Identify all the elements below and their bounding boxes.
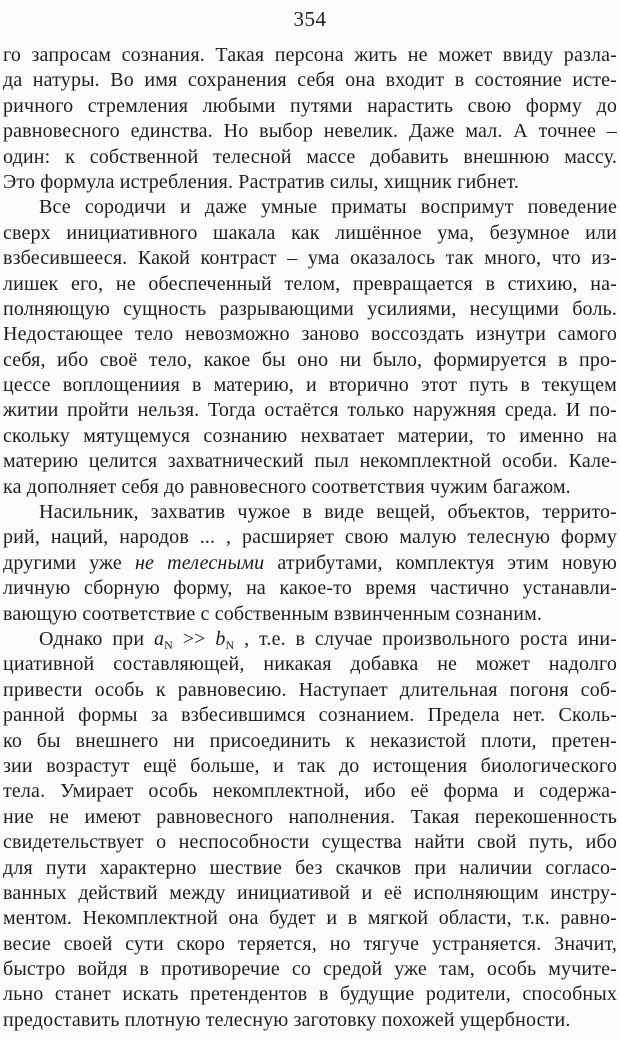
text-segment: лишек его, не обеспеченный телом, превращается в стихию, на- bbox=[3, 272, 617, 295]
italic-text: a bbox=[153, 627, 165, 650]
text-line bbox=[3, 119, 617, 144]
text-line bbox=[3, 297, 617, 322]
text-segment: материю целится захватнический пыл некомплектной особи. Кале- bbox=[3, 450, 617, 473]
text-line bbox=[3, 525, 617, 550]
subscript-text: N bbox=[164, 637, 173, 652]
text-segment: свидетельствует о неспособности существа найти свой путь, ибо bbox=[3, 831, 617, 854]
text-segment: ванных действий между инициативой и её исполняющим инстру- bbox=[3, 881, 617, 904]
text-segment: го запросам сознания. Такая персона жить не может ввиду разла- bbox=[3, 44, 617, 66]
text-segment: быстро войдя в противоречие со средой уже там, особь мучите- bbox=[3, 958, 617, 981]
text-segment: себя, ибо своё тело, какое бы оно ни было, формируется в про- bbox=[3, 348, 617, 371]
text-segment: Однако при bbox=[39, 627, 154, 650]
text-segment: равновесного единства. Но выбор невелик. Даже мал. А точнее – bbox=[3, 120, 617, 143]
text-line bbox=[3, 982, 617, 1007]
text-segment: ко бы внешнего ни присоединить к неказистой плоти, претен- bbox=[3, 729, 617, 752]
text-segment: ранной формы за взбесившимся сознанием. Предела нет. Сколь- bbox=[3, 704, 617, 727]
text-segment: взбесившееся. Какой контраст – ума оказалось так много, что из- bbox=[3, 247, 617, 270]
text-line bbox=[3, 195, 617, 220]
text-segment: ричного стремления любыми путями нарастить свою форму до bbox=[3, 94, 617, 117]
text-segment: вающую соответствие с собственным взвинченным сознаним. bbox=[3, 602, 543, 625]
text-segment: Все сородичи и даже умные приматы воспримут поведение bbox=[39, 196, 617, 219]
text-line bbox=[3, 678, 617, 703]
text-line bbox=[3, 398, 617, 423]
text-line bbox=[3, 602, 617, 627]
text-segment: рий, наций, народов ... , расширяет свою малую телесную форму bbox=[3, 526, 617, 549]
subscript-text: N bbox=[225, 637, 235, 652]
text-segment: весие своей сути скоро теряется, но тягуче устраняется. Значит, bbox=[3, 932, 617, 955]
text-segment: зии возрастут ещё больше, и так до истощения биологического bbox=[3, 754, 617, 777]
text-segment: ние не имеют равновесного наполнения. Такая перекошенность bbox=[3, 805, 617, 828]
text-line bbox=[3, 729, 617, 754]
text-line bbox=[3, 932, 617, 957]
text-segment: полняющую сущность разрывающими усилиями, несущими боль. bbox=[3, 297, 617, 320]
text-segment: для пути характерно шествие без скачков при наличии согласо- bbox=[3, 856, 617, 879]
italic-text: b bbox=[215, 627, 226, 650]
text-line bbox=[3, 957, 617, 982]
page-number: 354 bbox=[293, 7, 327, 31]
text-block bbox=[3, 43, 617, 1033]
text-line bbox=[3, 779, 617, 804]
text-segment: житии пройти нельзя. Тогда остаётся только наружняя среда. И по- bbox=[3, 399, 617, 422]
text-segment: Насильник, захватив чужое в виде вещей, объектов, террито- bbox=[39, 501, 617, 524]
text-line bbox=[3, 830, 617, 855]
text-segment: Недостающее тело невозможно заново воссоздать изнутри самого bbox=[3, 323, 617, 346]
text-segment: привести особь к равновесию. Наступает длительная погоня соб- bbox=[3, 678, 617, 701]
text-segment: >> bbox=[172, 627, 216, 650]
text-line bbox=[3, 703, 617, 728]
text-segment: другими уже bbox=[3, 551, 135, 574]
text-segment: тела. Умирает особь некомплектной, ибо её форма и содержа- bbox=[3, 780, 617, 803]
text-line bbox=[3, 1008, 617, 1033]
text-segment: цессе воплощениия в материю, и вторично этот путь в текущем bbox=[3, 374, 617, 397]
text-line bbox=[3, 449, 617, 474]
text-line bbox=[3, 246, 617, 271]
text-segment: , т.е. в случае произвольного роста ини- bbox=[234, 627, 617, 650]
text-segment: один: к собственной телесной массе добавить внешнюю массу. bbox=[3, 145, 617, 168]
text-segment: личную сборную форму, на какое-то время частично устанавли- bbox=[3, 577, 617, 600]
text-segment: предоставить плотную телесную заготовку похожей ущербности. bbox=[3, 1008, 571, 1031]
text-line bbox=[3, 424, 617, 449]
text-line bbox=[3, 551, 617, 576]
text-line bbox=[3, 68, 617, 93]
text-line bbox=[3, 272, 617, 297]
text-line bbox=[3, 170, 617, 195]
text-segment: Это формула истребления. Растратив силы, хищник гибнет. bbox=[3, 170, 520, 193]
text-segment: сверх инициативного шакала как лишённое ума, безумное или bbox=[3, 221, 617, 244]
text-segment: ка дополняет себя до равновесного соответствия чужим багажом. bbox=[3, 475, 571, 498]
text-segment: атрибутами, комплектуя этим новую bbox=[264, 551, 617, 574]
text-line bbox=[3, 856, 617, 881]
text-line bbox=[3, 754, 617, 779]
text-segment: ментом. Некомплектной она будет и в мягкой области, т.к. равно- bbox=[3, 907, 617, 930]
text-segment: скольку мятущемуся сознанию нехватает материи, то именно на bbox=[3, 424, 617, 447]
text-segment: да натуры. Во имя сохранения себя она входит в состояние исте- bbox=[3, 69, 617, 92]
text-line bbox=[3, 145, 617, 170]
text-line bbox=[3, 348, 617, 373]
text-line bbox=[3, 221, 617, 246]
text-line bbox=[3, 805, 617, 830]
italic-text: не телесными bbox=[134, 551, 265, 574]
text-line bbox=[3, 43, 617, 68]
text-line bbox=[3, 373, 617, 398]
text-line bbox=[3, 500, 617, 525]
text-line bbox=[3, 627, 617, 652]
text-line bbox=[3, 322, 617, 347]
text-line bbox=[3, 906, 617, 931]
text-line bbox=[3, 652, 617, 677]
text-line bbox=[3, 881, 617, 906]
text-line bbox=[3, 576, 617, 601]
text-line bbox=[3, 94, 617, 119]
text-segment: циативной составляющей, никакая добавка не может надолго bbox=[3, 653, 617, 676]
text-line bbox=[3, 475, 617, 500]
text-segment: льно станет искать претендентов в будущие родители, способных bbox=[3, 983, 617, 1006]
